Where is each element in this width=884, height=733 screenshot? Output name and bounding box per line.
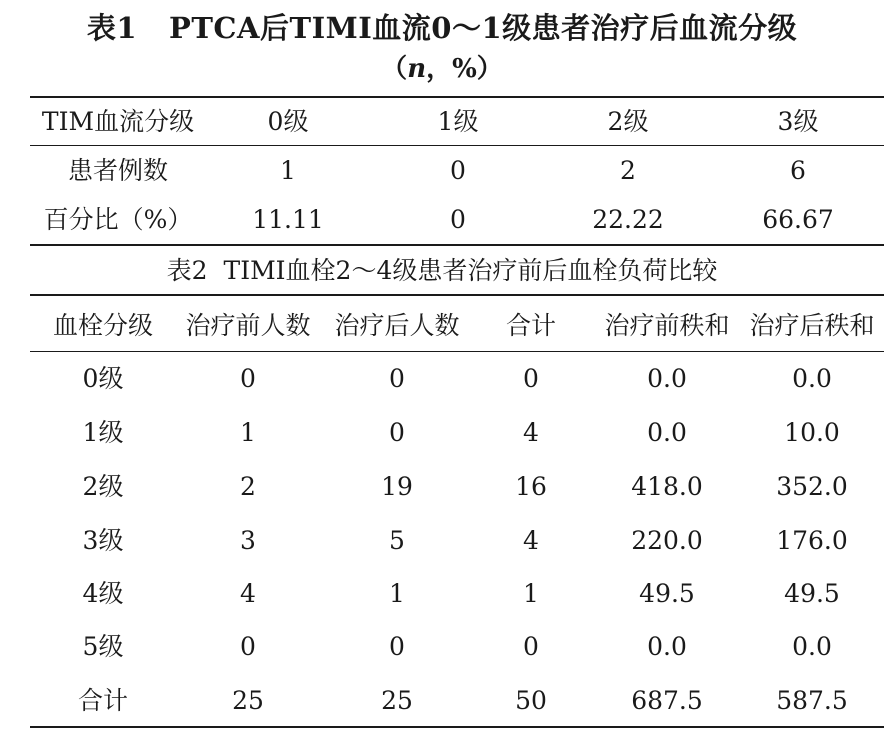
table2-cell: 合计 <box>77 686 129 715</box>
table2-cell: 5 <box>389 526 405 555</box>
table2-cell: 176.0 <box>776 526 848 555</box>
table-row <box>0 574 884 614</box>
table2-cell: 49.5 <box>639 579 695 608</box>
table2-cell: 2级 <box>82 472 124 501</box>
table2-cell: 0.0 <box>647 364 687 393</box>
table-row <box>0 467 884 507</box>
table1-header-cell: TIM血流分级 <box>41 107 195 136</box>
table2-cell: 220.0 <box>631 526 703 555</box>
table1-cell: 2 <box>620 156 636 185</box>
table2-cell: 0 <box>389 364 405 393</box>
table1-cell: 66.67 <box>762 205 834 234</box>
table1-subtitle-n: n <box>407 54 427 84</box>
table2-cell: 687.5 <box>631 686 703 715</box>
table2-bottom-rule <box>30 726 884 728</box>
table2-cell: 3级 <box>82 526 124 555</box>
table2-cell: 418.0 <box>631 472 703 501</box>
table2-cell: 0 <box>389 632 405 661</box>
table2-cell: 0.0 <box>647 418 687 447</box>
table1-cell: 患者例数 <box>67 156 169 185</box>
table2-cell: 0级 <box>82 364 124 393</box>
table-row <box>0 359 884 399</box>
table2-cell: 2 <box>240 472 256 501</box>
table1-cell: 6 <box>790 156 806 185</box>
table1-header-cell: 2级 <box>607 107 649 136</box>
table1-bottom-rule <box>30 244 884 246</box>
table1-cell: 0 <box>450 156 466 185</box>
table-row <box>0 413 884 453</box>
table1-subtitle-open: （ <box>381 54 408 84</box>
table2-top-rule <box>30 294 884 296</box>
table1-cell: 百分比（%） <box>43 205 193 234</box>
table2-cell: 4 <box>523 418 539 447</box>
table1-cell: 11.11 <box>252 205 324 234</box>
table1-header-row <box>0 102 884 142</box>
table2-header-row <box>0 306 884 346</box>
table2-cell: 1 <box>240 418 256 447</box>
table1-header-cell: 3级 <box>777 107 819 136</box>
table2-cell: 16 <box>515 472 547 501</box>
table2-cell: 0.0 <box>647 632 687 661</box>
table2-cell: 49.5 <box>784 579 840 608</box>
table2-cell: 50 <box>515 686 547 715</box>
table2-cell: 0.0 <box>792 632 832 661</box>
table2-title <box>0 251 884 287</box>
table-row <box>0 627 884 667</box>
table2-cell: 19 <box>381 472 413 501</box>
table2-cell: 0 <box>389 418 405 447</box>
table2-cell: 10.0 <box>784 418 840 447</box>
table1-header-cell: 1级 <box>437 107 479 136</box>
table2-cell: 1 <box>523 579 539 608</box>
table2-cell: 5级 <box>82 632 124 661</box>
table2-cell: 25 <box>381 686 413 715</box>
table2-header-cell: 治疗前人数 <box>185 311 311 340</box>
table2-title-text: TIMI血栓2～4级患者治疗前后血栓负荷比较 <box>223 256 718 285</box>
table1-subtitle-rest: ，%） <box>426 54 503 84</box>
table2-cell: 4 <box>240 579 256 608</box>
table2-cell: 4级 <box>82 579 124 608</box>
table2-cell: 0.0 <box>792 364 832 393</box>
table1-label: 表1 <box>86 11 138 45</box>
table1-cell: 22.22 <box>592 205 664 234</box>
table2-cell: 0 <box>240 632 256 661</box>
table2-cell: 0 <box>240 364 256 393</box>
table1-cell: 0 <box>450 205 466 234</box>
table1-title <box>0 6 884 47</box>
table1-cell: 1 <box>280 156 296 185</box>
table2-cell: 1级 <box>82 418 124 447</box>
table2-cell: 25 <box>232 686 264 715</box>
table2-cell: 352.0 <box>776 472 848 501</box>
table1-header-rule <box>30 145 884 146</box>
table1-header-cell: 0级 <box>267 107 309 136</box>
table2-cell: 587.5 <box>776 686 848 715</box>
table2-header-cell: 血栓分级 <box>52 311 154 340</box>
table2-cell: 4 <box>523 526 539 555</box>
table2-header-cell: 治疗后人数 <box>334 311 460 340</box>
table-row <box>0 151 884 191</box>
table2-header-cell: 治疗后秩和 <box>749 311 875 340</box>
table2-cell: 3 <box>240 526 256 555</box>
table2-header-rule <box>30 351 884 352</box>
table1-top-rule <box>30 96 884 98</box>
table2-header-cell: 合计 <box>505 311 557 340</box>
table2-cell: 0 <box>523 364 539 393</box>
table2-label: 表2 <box>166 256 208 285</box>
table-row <box>0 681 884 721</box>
table2-cell: 0 <box>523 632 539 661</box>
table-row <box>0 521 884 561</box>
table2-header-cell: 治疗前秩和 <box>604 311 730 340</box>
table-row <box>0 200 884 240</box>
table1-title-text: PTCA后TIMI血流0～1级患者治疗后血流分级 <box>169 11 798 45</box>
table1-subtitle <box>0 48 884 85</box>
table2-cell: 1 <box>389 579 405 608</box>
